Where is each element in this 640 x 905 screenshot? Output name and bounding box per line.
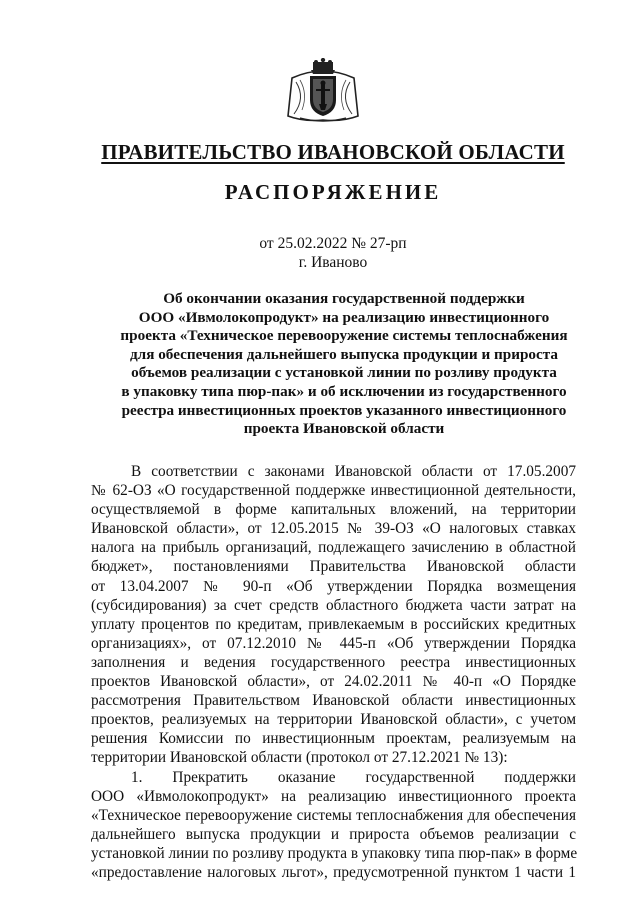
- ivanovo-coat-of-arms-icon: [286, 58, 360, 124]
- body-line: уплату процентов по кредитам, привлекаемым в российских кредитных: [91, 615, 576, 633]
- document-subject: [113, 290, 575, 439]
- body-line: от 13.04.2007 № 90-п «Об утверждении Порядка возмещения: [91, 577, 576, 595]
- body-line: организациях», от 07.12.2010 № 445-п «Об утверждении Порядка: [91, 634, 576, 652]
- body-line: проектов, реализуемых на территории Ивановской области», с учетом: [91, 711, 576, 729]
- subject-line: проекта «Техническое перевооружение системы теплоснабжения: [120, 327, 568, 345]
- subject-line: ООО «Ивмолокопродукт» на реализацию инвестиционного: [138, 308, 550, 326]
- body-line: рассмотрения Правительством Ивановской области инвестиционных: [91, 692, 576, 710]
- body-line: бюджет», постановлениями Правительства Ивановской области: [91, 558, 576, 576]
- body-line: проектов Ивановской области», от 24.02.2011 № 40-п «О Порядке: [91, 673, 576, 691]
- document-body: [91, 462, 576, 882]
- document-meta: [0, 234, 640, 272]
- subject-line: для обеспечения дальнейшего выпуска продукции и прироста: [129, 345, 558, 363]
- body-line: Ивановской области», от 12.05.2015 № 39-ОЗ «О налоговых ставках: [91, 520, 576, 538]
- body-line: решения Комиссии по инвестиционным проектам, реализуемым на: [91, 730, 576, 748]
- document-date-number: от 25.02.2022 № 27-рп: [259, 235, 407, 252]
- body-line: дальнейшего выпуска продукции и прироста объемов реализации с: [91, 825, 576, 843]
- body-line: «предоставление налоговых льгот», предусмотренной пунктом 1 части 1: [91, 863, 576, 881]
- body-line: № 62-ОЗ «О государственной поддержке инвестиционной деятельности,: [91, 482, 576, 500]
- subject-line: объемов реализации с установкой линии по розливу продукта: [131, 364, 557, 382]
- document-type-heading: РАСПОРЯЖЕНИЕ: [224, 180, 442, 204]
- body-line: налога на прибыль организаций, подлежащего зачислению в областной: [91, 539, 576, 557]
- body-line: осуществляемой в форме капитальных вложений, на территории: [91, 501, 576, 519]
- document-city: г. Иваново: [298, 254, 368, 271]
- body-line: заполнения и ведения государственного реестра инвестиционных: [91, 653, 576, 671]
- subject-line: Об окончании оказания государственной поддержки: [163, 290, 525, 307]
- subject-line: реестра инвестиционных проектов указанного инвестиционного: [121, 401, 567, 419]
- body-line: установкой линии по розливу продукта в упаковку типа пюр-пак» в форме: [91, 844, 578, 862]
- body-line: В соответствии с законами Ивановской области от 17.05.2007: [131, 463, 576, 480]
- subject-line: в упаковку типа пюр-пак» и об исключении из государственного: [121, 382, 567, 400]
- body-line: (субсидирования) за счет средств областного бюджета части затрат на: [91, 596, 576, 614]
- clause-1-line: 1. Прекратить оказание государственной поддержки: [131, 768, 576, 786]
- body-line: «Техническое перевооружение системы теплоснабжения для обеспечения: [91, 806, 576, 824]
- body-line: территории Ивановской области (протокол от 27.12.2021 № 13):: [91, 749, 508, 767]
- subject-line: проекта Ивановской области: [243, 420, 445, 438]
- body-line: ООО «Ивмолокопродукт» на реализацию инвестиционного проекта: [91, 787, 576, 805]
- government-title: ПРАВИТЕЛЬСТВО ИВАНОВСКОЙ ОБЛАСТИ: [101, 140, 565, 164]
